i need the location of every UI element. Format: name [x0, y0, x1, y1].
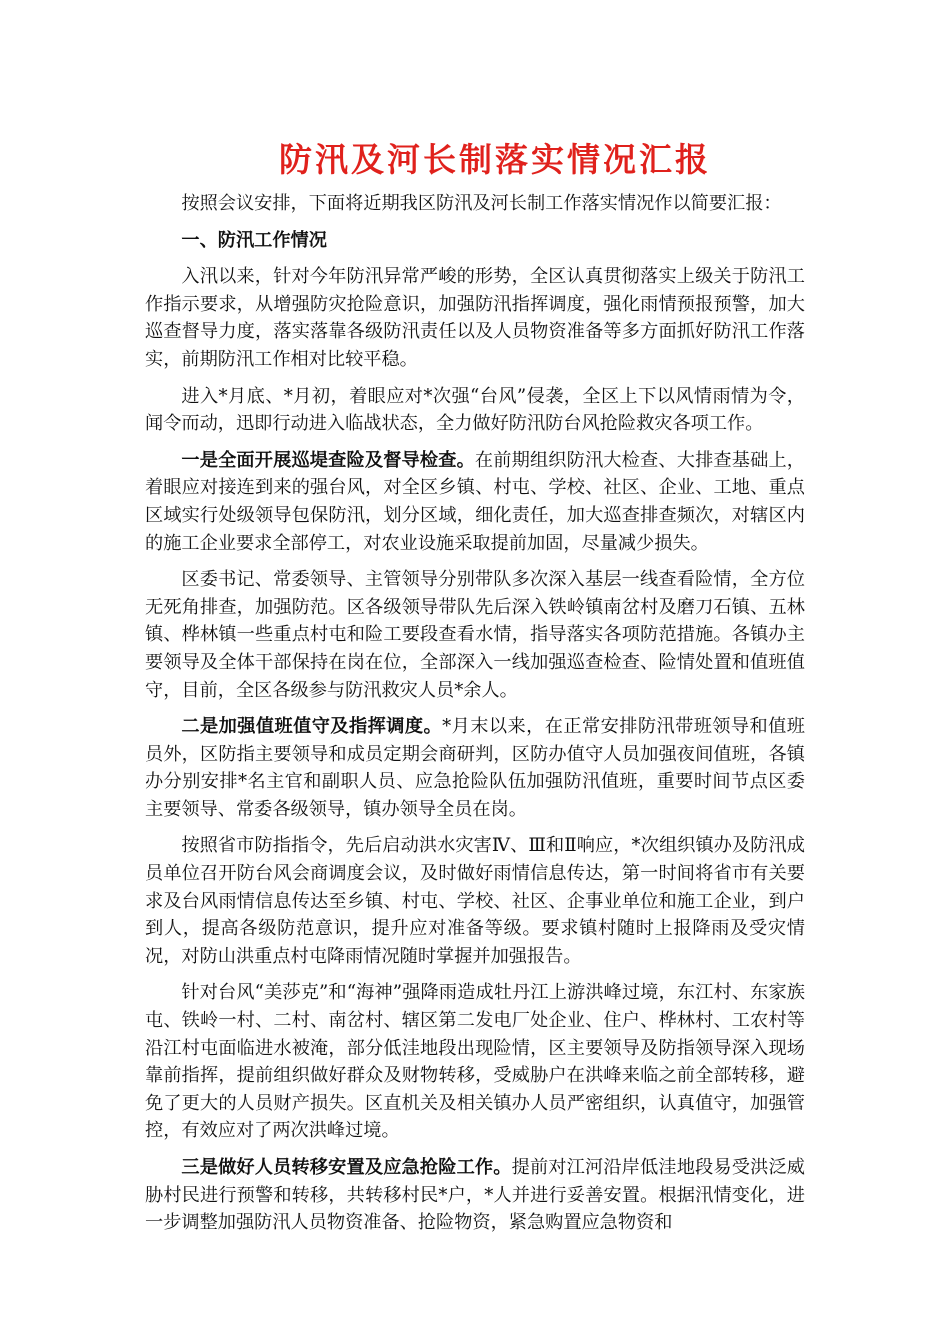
paragraph-flood-overview: 入汛以来，针对今年防汛异常严峻的形势，全区认真贯彻落实上级关于防汛工作指示要求，从增强防灾抢险意识，加强防汛指挥调度，强化雨情预报预警，加大巡查督导力度，落实落靠各级防汛责任以及人员物资准备等多方面抓好防汛工作落实，前期防汛工作相对比较平稳。 [145, 266, 805, 370]
point-one-lead: 一是全面开展巡堤查险及督导检查。 [181, 449, 475, 471]
document-body [145, 190, 805, 1246]
paragraph-typhoon-flood-peak: 针对台风“美莎克”和“海神”强降雨造成牡丹江上游洪峰过境，东江村、东家族屯、铁岭一村、二村、南岔村、辖区第二发电厂处企业、住户、桦林村、工农村等沿江村屯面临进水被淹，部分低洼地段出现险情，区主要领导及防指领导深入现场靠前指挥，提前组织做好群众及财物转移，受威胁户在洪峰来临之前全部转移，避免了更大的人员财产损失。区直机关及相关镇办人员严密组织，认真值守，加强管控，有效应对了两次洪峰过境。 [145, 982, 805, 1142]
document-title: 防汛及河长制落实情况汇报 [279, 140, 711, 179]
paragraph-typhoon-response: 进入*月底、*月初，着眼应对*次强“台风”侵袭，全区上下以风情雨情为令，闻令而动，迅即行动进入临战状态，全力做好防汛防台风抢险救灾各项工作。 [145, 385, 805, 435]
section-heading-flood-control: 一、防汛工作情况 [181, 229, 327, 251]
point-one-text: 在前期组织防汛大检查、大排查基础上，着眼应对接连到来的强台风，对全区乡镇、村屯、学校、社区、企业、工地、重点区域实行处级领导包保防汛，划分区域，细化责任，加大巡查排查频次，对辖区内的施工企业要求全部停工，对农业设施采取提前加固，尽量减少损失。 [145, 449, 805, 554]
point-three-text: 提前对江河沿岸低洼地段易受洪泛威胁村民进行预警和转移，共转移村民*户，*人并进行妥善安置。根据汛情变化，进一步调整加强防汛人员物资准备、抢险物资，紧急购置应急物资和 [145, 1157, 805, 1234]
paragraph-inspection [145, 447, 805, 557]
point-three-lead: 三是做好人员转移安置及应急抢险工作。 [181, 1157, 512, 1178]
point-two-lead: 二是加强值班值守及指挥调度。 [181, 716, 443, 738]
paragraph-duty-command [145, 713, 805, 823]
paragraph-leadership-inspection: 区委书记、常委领导、主管领导分别带队多次深入基层一线查看险情，全方位无死角排查，加强防范。区各级领导带队先后深入铁岭镇南岔村及磨刀石镇、五林镇、桦林镇一些重点村屯和险工要段查看水情，指导落实各项防范措施。各镇办主要领导及全体干部保持在岗在位，全部深入一线加强巡查检查、险情处置和值班值守，目前，全区各级参与防汛救灾人员*余人。 [145, 569, 805, 701]
point-two-text: *月末以来，在正常安排防汛带班领导和值班员外，区防指主要领导和成员定期会商研判，区防办值守人员加强夜间值班，各镇办分别安排*名主官和副职人员、应急抢险队伍加强防汛值班，重要时间节点区委主要领导、常委各级领导，镇办领导全员在岗。 [145, 716, 805, 820]
paragraph-evacuation [145, 1154, 805, 1237]
intro-paragraph: 按照会议安排，下面将近期我区防汛及河长制工作落实情况作以简要汇报： [181, 193, 782, 214]
paragraph-emergency-response-levels: 按照省市防指指令，先后启动洪水灾害Ⅳ、Ⅲ和Ⅱ响应，*次组织镇办及防汛成员单位召开防台风会商调度会议，及时做好雨情信息传达，第一时间将省市有关要求及台风雨情信息传达至乡镇、村屯、学校、社区、企事业单位和施工企业，到户到人，提高各级防范意识，提升应对准备等级。要求镇村随时上报降雨及受灾情况，对防山洪重点村屯降雨情况随时掌握并加强报告。 [145, 835, 805, 967]
